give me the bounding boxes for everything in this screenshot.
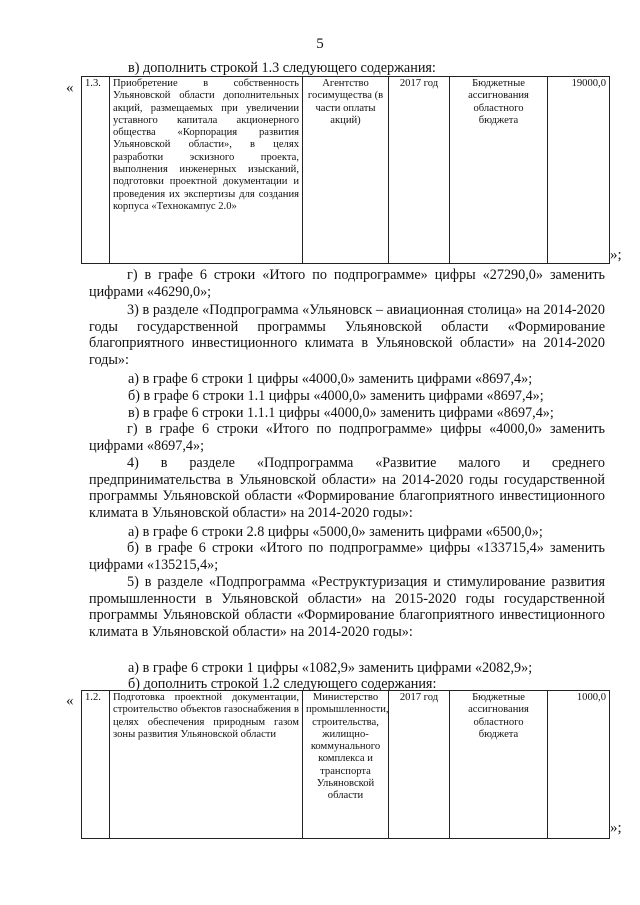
item-g-paragraph <box>89 267 605 300</box>
row-year: 2017 год <box>389 77 450 264</box>
item-4a: а) в графе 6 строки 2.8 цифры «5000,0» заменить цифрами «6500,0»; <box>128 524 543 540</box>
row-description: Приобретение в собственность Ульяновской области дополнительных акций, размещаемых при увеличении уставного капитала акционерного общества «Корпорация развития Ульяновской области», в целях разработки эскизного проекта, выполнения инженерных изысканий, подготовки проектной документации и проведения их экспертизы для создания корпуса «Технокампус 2.0» <box>110 77 303 264</box>
table-row <box>82 77 610 264</box>
row-agency: Агентство госимущества (в части оплаты акций) <box>303 77 389 264</box>
section-3-text: 3) в разделе «Подпрограмма «Ульяновск – авиационная столица» на 2014-2020 годы государственной программы Ульяновской области «Формирование благоприятного инвестиционного климата в Ульяновской области» на 2014-2020 годы»: <box>89 302 605 368</box>
row-number: 1.2. <box>82 691 110 839</box>
insert-table-2 <box>81 690 610 839</box>
row-amount: 1000,0 <box>548 691 610 839</box>
section-5-text: 5) в разделе «Подпрограмма «Реструктуризация и стимулирование развития промышленности в Ульяновской области» на 2015-2020 годы государственной программы Ульяновской области «Формирование благоприятного инвестиционного климата в Ульяновской области» на 2014-2020 годы»: <box>89 574 605 640</box>
item-4b-paragraph <box>89 540 605 573</box>
section-3-paragraph <box>89 302 605 368</box>
quote-close-2: »; <box>610 820 622 836</box>
row-agency: Министерство промышленности, строительства, жилищно-коммунального комплекса и транспорта Ульяновской области <box>303 691 389 839</box>
row-source: Бюджетные ассигнования областного бюджета <box>450 691 548 839</box>
row-description: Подготовка проектной документации, строительство объектов газоснабжения в целях обеспечения природным газом зоны развития Ульяновской области <box>110 691 303 839</box>
section-4-paragraph <box>89 455 605 521</box>
page-number: 5 <box>316 36 324 52</box>
intro-v-line: в) дополнить строкой 1.3 следующего содержания: <box>128 60 436 76</box>
item-4b-text: б) в графе 6 строки «Итого по подпрограмме» цифры «133715,4» заменить цифрами «135215,4»; <box>89 540 605 573</box>
quote-open-1: « <box>66 80 74 96</box>
item-5a: а) в графе 6 строки 1 цифры «1082,9» заменить цифрами «2082,9»; <box>128 660 533 676</box>
quote-close-1: »; <box>610 247 622 263</box>
section-4-text: 4) в разделе «Подпрограмма «Развитие малого и среднего предпринимательства в Ульяновской области» на 2014-2020 годы государственной программы Ульяновской области «Формирование благоприятного инвестиционного климата в Ульяновской области» на 2014-2020 годы»: <box>89 455 605 521</box>
insert-table-1 <box>81 76 610 264</box>
row-source: Бюджетные ассигнования областного бюджета <box>450 77 548 264</box>
section-5-paragraph <box>89 574 605 640</box>
row-year: 2017 год <box>389 691 450 839</box>
item-3g-text: г) в графе 6 строки «Итого по подпрограмме» цифры «4000,0» заменить цифрами «8697,4»; <box>89 421 605 454</box>
quote-open-2: « <box>66 693 74 709</box>
item-3b: б) в графе 6 строки 1.1 цифры «4000,0» заменить цифрами «8697,4»; <box>128 388 544 404</box>
row-number: 1.3. <box>82 77 110 264</box>
item-5b: б) дополнить строкой 1.2 следующего содержания: <box>128 676 437 692</box>
item-3a: а) в графе 6 строки 1 цифры «4000,0» заменить цифрами «8697,4»; <box>128 371 533 387</box>
row-amount: 19000,0 <box>548 77 610 264</box>
item-3v: в) в графе 6 строки 1.1.1 цифры «4000,0» заменить цифрами «8697,4»; <box>128 405 554 421</box>
item-3g-paragraph <box>89 421 605 454</box>
item-g-text: г) в графе 6 строки «Итого по подпрограмме» цифры «27290,0» заменить цифрами «46290,0»; <box>89 267 605 300</box>
table-row <box>82 691 610 839</box>
